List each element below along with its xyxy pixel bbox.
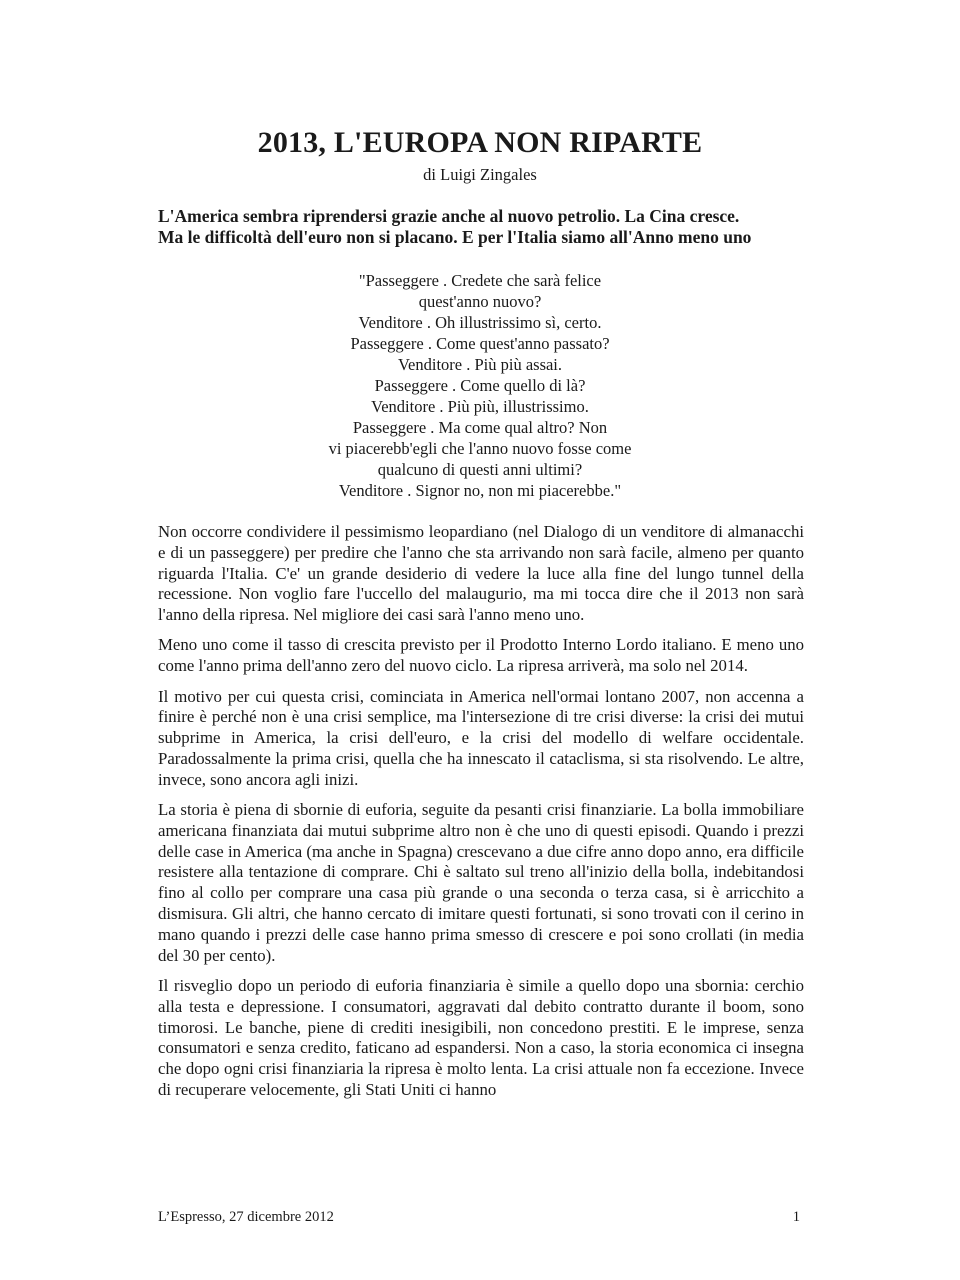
quote-line: Venditore . Più più, illustrissimo. <box>371 397 589 416</box>
article-byline: di Luigi Zingales <box>423 165 537 184</box>
quote-line: "Passeggere . Credete che sarà felice <box>358 271 602 290</box>
body-paragraph: La storia è piena di sbornie di euforia, seguite da pesanti crisi finanziarie. La bolla immobiliare americana finanziata dai mutui subprime altro non è che uno di questi episodi. Quando i prezzi delle case in America (ma anche in Spagna) crescevano a due cifre anno dopo anno, era difficile resistere alla tentazione di comprare. Chi è saltato sul treno all'inizio della bolla, indebitandosi fino al collo per comprare una casa più grande o una seconda o terza casa, si è arricchito a dismisura. Gli altri, che hanno cercato di imitare questi fortunati, si sono trovati con il cerino in mano quando i prezzi delle case hanno prima smesso di crescere e poi sono crollati (in media del 30 per cento). <box>158 800 804 965</box>
article-subtitle <box>158 206 808 248</box>
page-number: 1 <box>792 1209 800 1225</box>
article-title: 2013, L'EUROPA NON RIPARTE <box>257 126 703 159</box>
quote-line: quest'anno nuovo? <box>418 292 542 311</box>
footer-source: L’Espresso, 27 dicembre 2012 <box>158 1209 334 1225</box>
body-paragraph: Meno uno come il tasso di crescita previsto per il Prodotto Interno Lordo italiano. E meno uno come l'anno prima dell'anno zero del nuovo ciclo. La ripresa arriverà, ma solo nel 2014. <box>158 635 804 676</box>
quote-line: Venditore . Oh illustrissimo sì, certo. <box>358 313 602 332</box>
subtitle-line: L'America sembra riprendersi grazie anche al nuovo petrolio. La Cina cresce. <box>158 206 740 226</box>
leopardi-quote <box>0 270 960 501</box>
quote-line: Passeggere . Come quest'anno passato? <box>350 334 610 353</box>
article-body <box>158 522 804 1110</box>
quote-line: Venditore . Signor no, non mi piacerebbe." <box>338 481 622 500</box>
quote-line: vi piacerebb'egli che l'anno nuovo fosse come <box>328 439 632 458</box>
body-paragraph: Il risveglio dopo un periodo di euforia finanziaria è simile a quello dopo una sbornia: cerchio alla testa e depressione. I consumatori, aggravati dal debito contratto durante il boom, sono timorosi. Le banche, piene di crediti inesigibili, non concedono prestiti. E le imprese, senza consumatori e senza credito, faticano ad espandersi. Non a caso, la storia economica ci insegna che dopo ogni crisi finanziaria la ripresa è molto lenta. La crisi attuale non fa eccezione. Invece di recuperare velocemente, gli Stati Uniti ci hanno <box>158 975 804 1099</box>
quote-line: qualcuno di questi anni ultimi? <box>377 460 583 479</box>
subtitle-line: Ma le difficoltà dell'euro non si placano. E per l'Italia siamo all'Anno meno uno <box>158 227 752 247</box>
quote-line: Passeggere . Come quello di là? <box>374 376 586 395</box>
quote-line: Passeggere . Ma come qual altro? Non <box>352 418 608 437</box>
quote-line: Venditore . Più più assai. <box>397 355 563 374</box>
body-paragraph: Il motivo per cui questa crisi, cominciata in America nell'ormai lontano 2007, non accenna a finire è perché non è una crisi semplice, ma l'intersezione di tre crisi diverse: la crisi dei mutui subprime in America, la crisi dell'euro, e la crisi del modello di welfare occidentale. Paradossalmente la prima crisi, quella che ha innescato il cataclisma, si sta risolvendo. Le altre, invece, sono ancora agli inizi. <box>158 686 804 789</box>
body-paragraph: Non occorre condividere il pessimismo leopardiano (nel Dialogo di un venditore di almanacchi e di un passeggere) per predire che l'anno che sta arrivando non sarà facile, almeno per quanto riguarda l'Italia. C'e' un grande desiderio di vedere la luce alla fine del lungo tunnel della recessione. Non voglio fare l'uccello del malaugurio, ma mi tocca dire che il 2013 non sarà l'anno della ripresa. Nel migliore dei casi sarà l'anno meno uno. <box>158 522 804 625</box>
